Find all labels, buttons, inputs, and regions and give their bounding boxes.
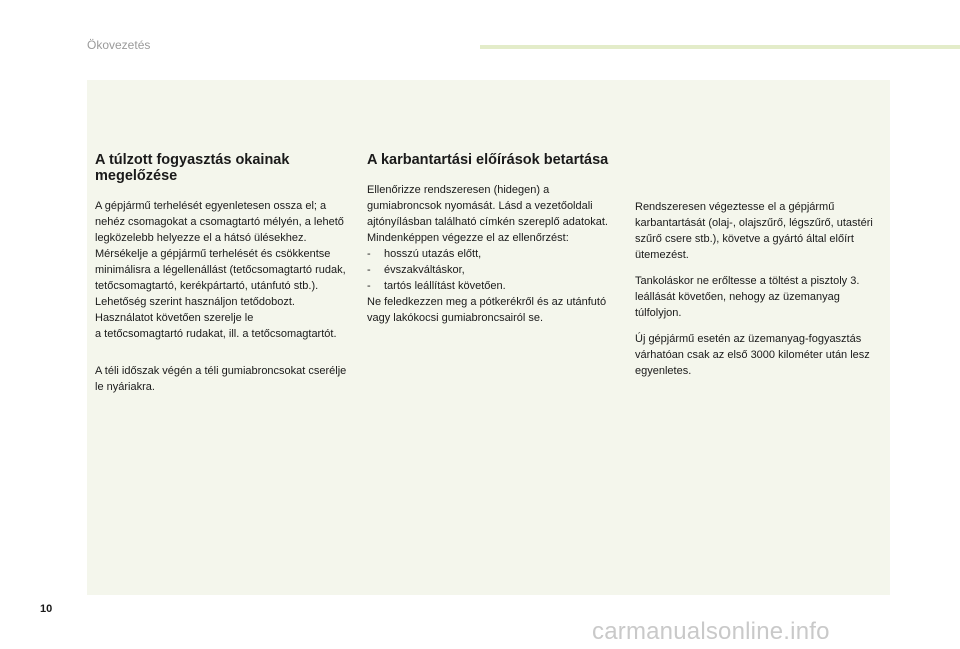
refuelling-text: Tankoláskor ne erőltesse a töltést a pisztoly 3. leállását követően, nehogy az üzemanyag túlfolyjon.: [635, 275, 860, 319]
column-consumption: [95, 152, 350, 395]
section-title: Ökovezetés: [87, 38, 151, 52]
remove-racks-text-line1: Használatot követően szerelje le: [95, 312, 254, 324]
list-item-text: tartós leállítást követően.: [384, 280, 506, 292]
service-schedule-text: Rendszeresen végeztesse el a gépjármű karbantartását (olaj-, olajszűrő, légszűrő, utastéri szűrő csere stb.), követve a gyártó által előírt ütemezést.: [635, 201, 873, 261]
winter-tyres-text: A téli időszak végén a téli gumiabroncsokat cserélje le nyáriakra.: [95, 365, 347, 393]
page-number: 10: [40, 603, 53, 615]
load-distribution-text: A gépjármű terhelését egyenletesen ossza el; a nehéz csomagokat a csomagtartó mélyén, a lehető legközelebb helyezze el a hátsó ülésekhez.: [95, 200, 344, 244]
list-dash: -: [367, 280, 371, 292]
list-item-text: hosszú utazás előtt,: [384, 248, 482, 260]
consumption-heading: A túlzott fogyasztás okainak megelőzése: [95, 152, 290, 184]
list-item: [367, 278, 619, 294]
column-maintenance-continued: [635, 199, 887, 379]
column-maintenance: [367, 152, 619, 326]
maintenance-heading: A karbantartási előírások betartása: [367, 152, 609, 168]
list-dash: -: [367, 248, 371, 260]
tyre-pressure-text: Ellenőrizze rendszeresen (hidegen) a gumiabroncsok nyomását. Lásd a vezetőoldali ajtónyílásban található címkén szereplő adatokat.: [367, 184, 608, 228]
list-item: [367, 262, 619, 278]
check-intro-text: Mindenképpen végezze el az ellenőrzést:: [367, 232, 569, 244]
list-dash: -: [367, 264, 371, 276]
header-accent-bar: [480, 45, 960, 49]
list-item-text: évszakváltáskor,: [384, 264, 465, 276]
watermark: carmanualsonline.info: [592, 618, 830, 645]
list-item: [367, 246, 619, 262]
spare-wheel-text: Ne feledkezzen meg a pótkerékről és az utánfutó vagy lakókocsi gumiabroncsairól se.: [367, 296, 607, 324]
remove-racks-text-line2: a tetőcsomagtartó rudakat, ill. a tetőcsomagtartót.: [95, 328, 337, 340]
reduce-load-text: Mérsékelje a gépjármű terhelését és csökkentse minimálisra a légellenállást (tetőcsomagtartó rudak, tetőcsomagtartó, kerékpártartó, utánfutó stb.). Lehetőség szerint használjon tetődobozt.: [95, 248, 346, 308]
new-vehicle-text: Új gépjármű esetén az üzemanyag-fogyasztás várhatóan csak az első 3000 kilométer után lesz egyenletes.: [635, 333, 870, 377]
